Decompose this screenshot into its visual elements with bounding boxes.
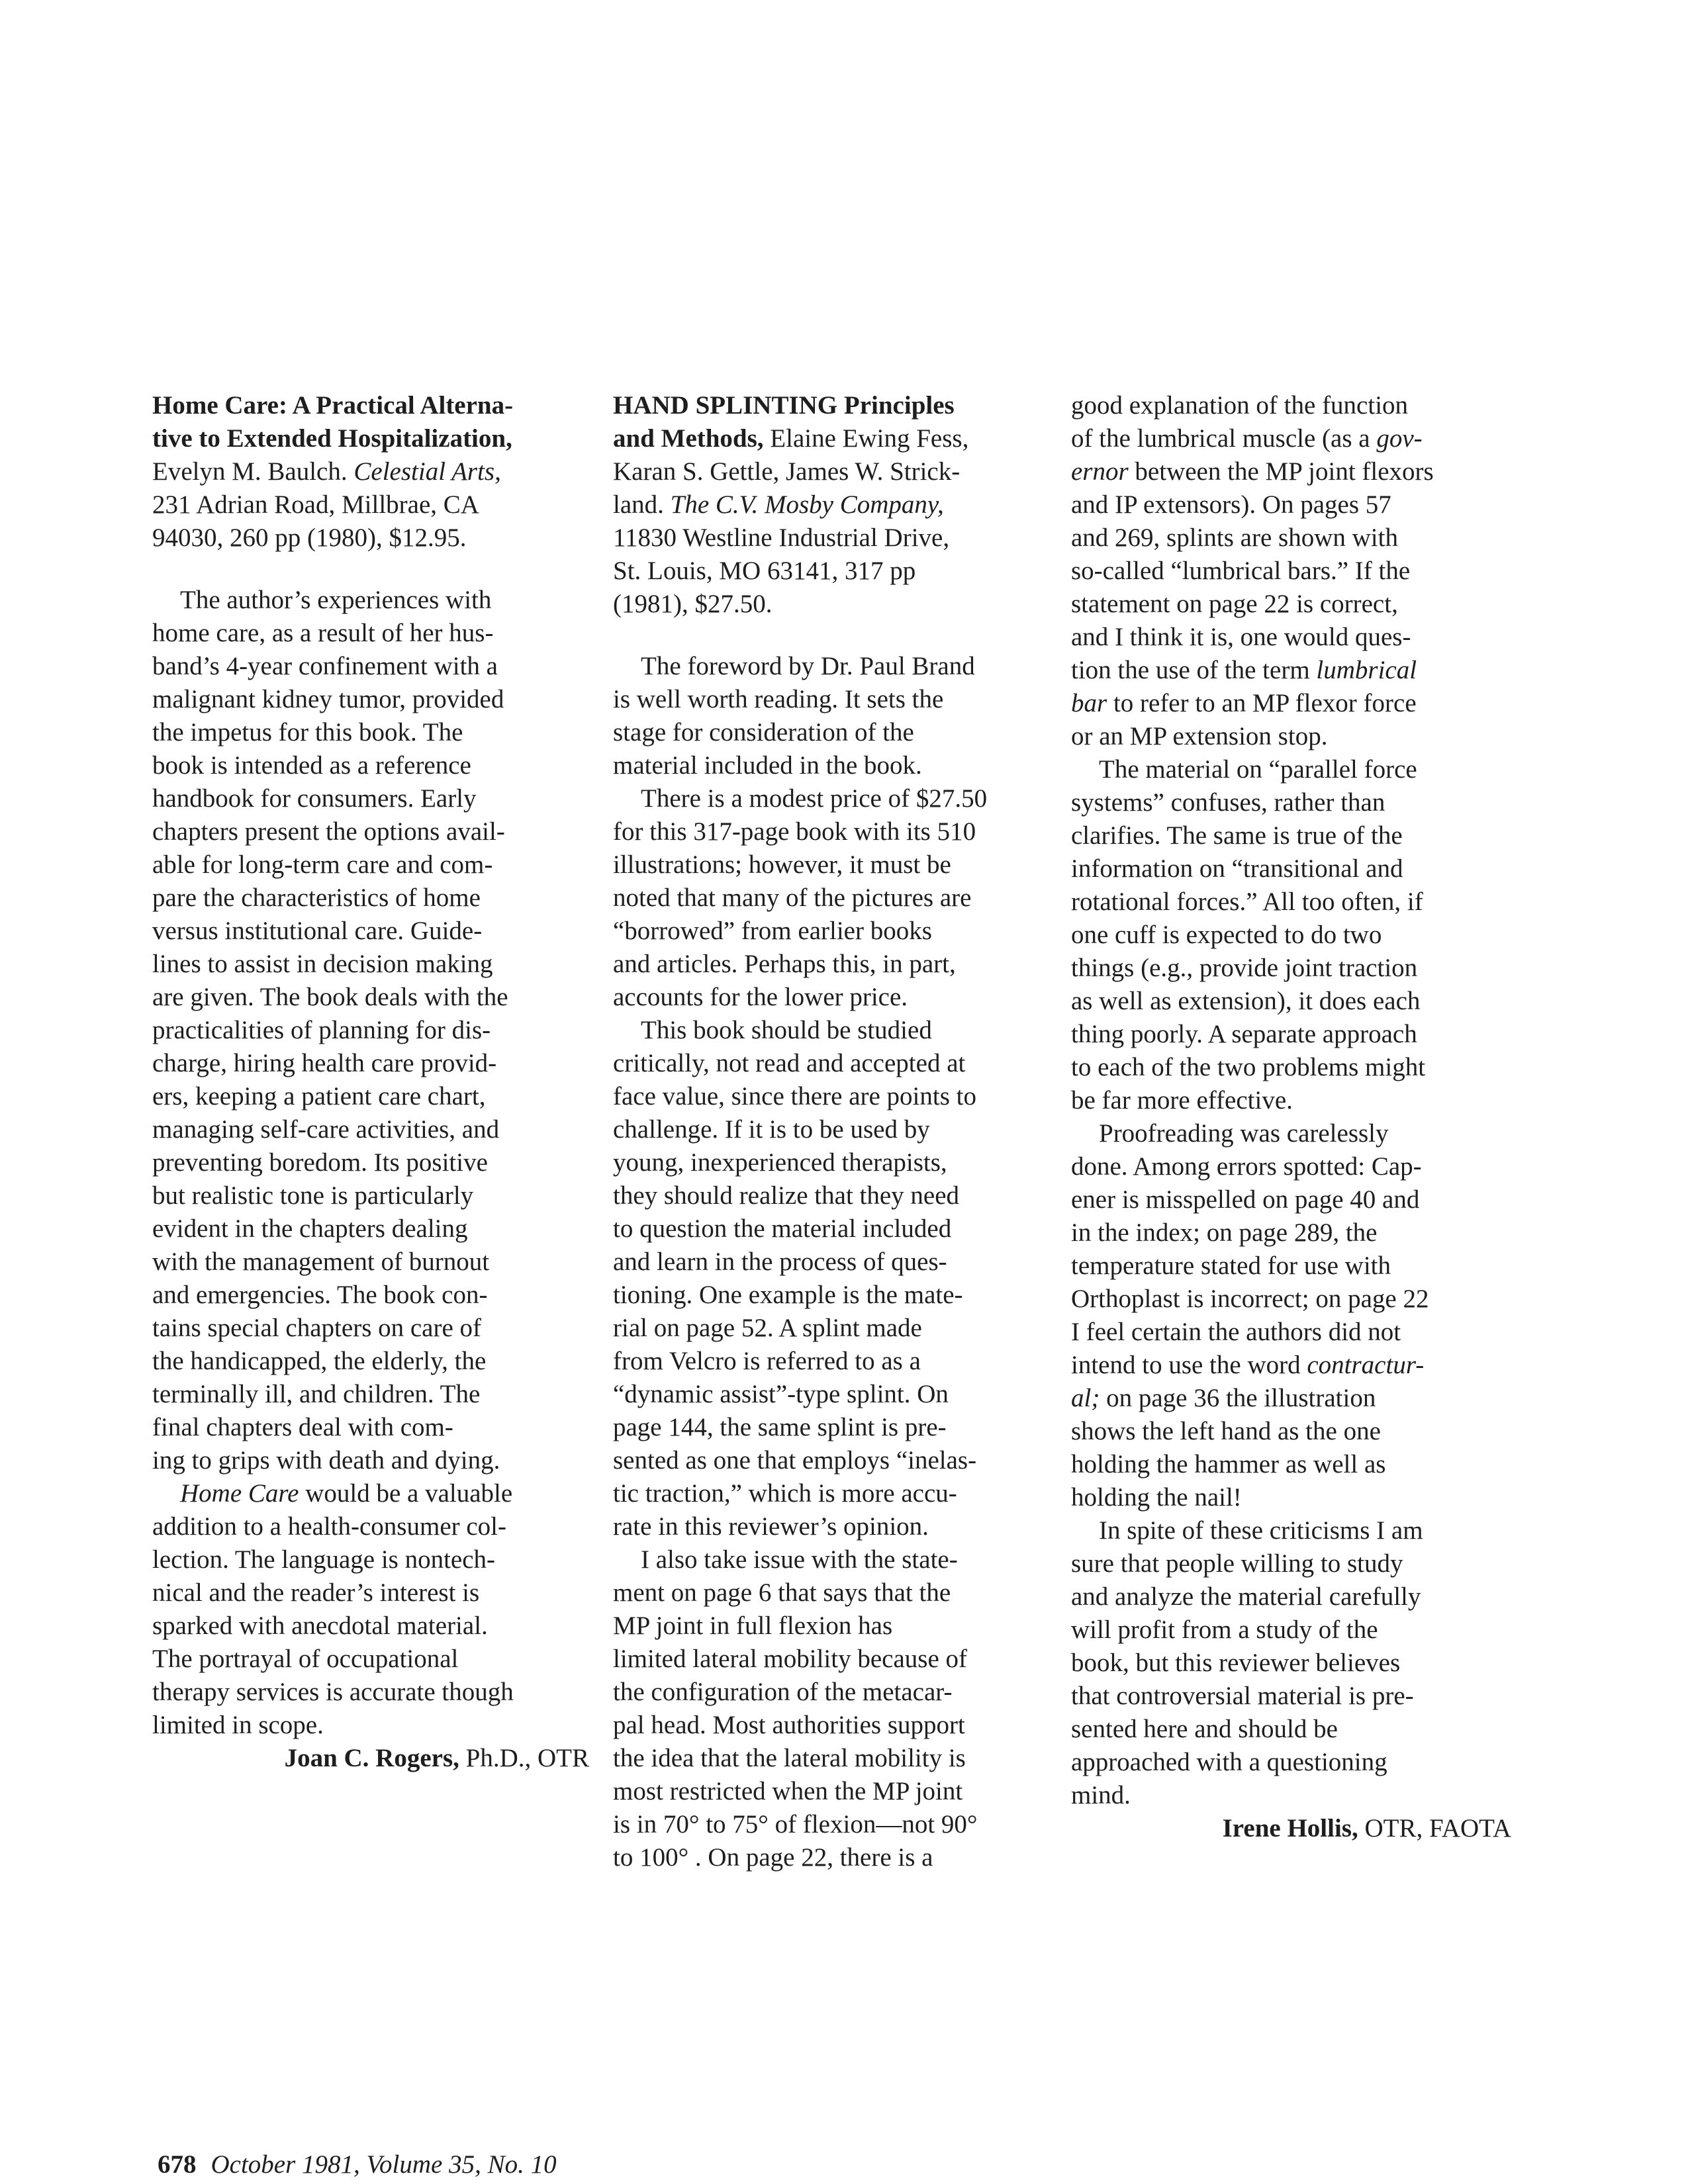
paragraph-line: most restricted when the MP joint	[613, 1777, 963, 1805]
paragraph-line: done. Among errors spotted: Cap-	[1071, 1152, 1422, 1181]
paragraph-line: ment on page 6 that says that the	[613, 1578, 951, 1607]
paragraph-line: practicalities of planning for dis-	[152, 1016, 491, 1044]
inline-text: between the MP joint flexors	[1128, 457, 1434, 486]
paragraph-line: “dynamic assist”-type splint. On	[613, 1380, 949, 1408]
book-publisher: Celestial Arts,	[353, 457, 501, 486]
paragraph-line: sented as one that employs “inelas-	[613, 1446, 977, 1475]
paragraph-line: in the index; on page 289, the	[1071, 1218, 1378, 1247]
book-citation-line: 11830 Westline Industrial Drive,	[613, 523, 950, 552]
inline-emphasis: contractur-	[1307, 1351, 1425, 1379]
paragraph-line: ing to grips with death and dying.	[152, 1446, 500, 1475]
paragraph-line: shows the left hand as the one	[1071, 1417, 1381, 1445]
paragraph-line: In spite of these criticisms I am	[1099, 1516, 1423, 1545]
book-publisher: The C.V. Mosby Company,	[670, 490, 944, 519]
paragraph-line: The author’s experiences with	[180, 586, 492, 614]
book-citation-line: St. Louis, MO 63141, 317 pp	[613, 557, 916, 585]
paragraph-line: terminally ill, and children. The	[152, 1380, 481, 1408]
paragraph-line	[1071, 422, 1521, 455]
paragraph-line: accounts for the lower price.	[613, 983, 908, 1011]
paragraph-line: will profit from a study of the	[1071, 1615, 1378, 1644]
review-column-2	[613, 389, 1063, 1874]
paragraph-line: handbook for consumers. Early	[152, 784, 477, 813]
paragraph-line: approached with a questioning	[1071, 1748, 1387, 1776]
paragraph-line: with the management of burnout	[152, 1248, 490, 1276]
paragraph-line: evident in the chapters dealing	[152, 1214, 468, 1243]
paragraph-line: There is a modest price of $27.50	[641, 784, 988, 813]
book-authors-end: land.	[613, 490, 664, 519]
paragraph-line: be far more effective.	[1071, 1086, 1293, 1115]
paragraph-line: sented here and should be	[1071, 1715, 1338, 1743]
paragraph-line: final chapters deal with com-	[152, 1413, 453, 1441]
paragraph-line: lection. The language is nontech-	[152, 1545, 496, 1574]
inline-title: Home Care	[180, 1479, 299, 1508]
page-footer	[158, 2148, 557, 2181]
paragraph-line: addition to a health-consumer col-	[152, 1512, 506, 1541]
paragraph-line: book, but this reviewer believes	[1071, 1649, 1401, 1677]
paragraph-line: versus institutional care. Guide-	[152, 917, 483, 945]
paragraph-line: sure that people willing to study	[1071, 1549, 1403, 1578]
inline-emphasis: lumbrical	[1316, 656, 1417, 684]
book-citation-line	[152, 455, 602, 488]
reviewer-credentials: OTR, FAOTA	[1358, 1814, 1511, 1843]
paragraph-line: sparked with anecdotal material.	[152, 1612, 488, 1640]
paragraph-line: pal head. Most authorities support	[613, 1711, 965, 1739]
paragraph-line: book is intended as a reference	[152, 751, 471, 780]
paragraph-line: thing poorly. A separate approach	[1071, 1020, 1417, 1048]
paragraph-line: This book should be studied	[641, 1016, 932, 1044]
reviewer-signature	[1071, 1812, 1521, 1845]
paragraph-line: band’s 4-year confinement with a	[152, 652, 498, 680]
paragraph-line: material included in the book.	[613, 751, 922, 780]
book-title-line: Home Care: A Practical Alterna-	[152, 391, 514, 420]
paragraph-line: MP joint in full flexion has	[613, 1612, 893, 1640]
paragraph-line: rotational forces.” All too often, if	[1071, 887, 1423, 916]
paragraph-line: holding the nail!	[1071, 1483, 1242, 1512]
reviewer-name: Irene Hollis,	[1222, 1814, 1358, 1843]
paragraph-line: stage for consideration of the	[613, 718, 914, 747]
paragraph-line: tic traction,” which is more accu-	[613, 1479, 957, 1508]
paragraph-line: limited in scope.	[152, 1711, 324, 1739]
paragraph-line: nical and the reader’s interest is	[152, 1578, 480, 1607]
paragraph-line: young, inexperienced therapists,	[613, 1148, 947, 1177]
paragraph-line: and articles. Perhaps this, in part,	[613, 950, 956, 978]
paragraph-line	[1071, 1349, 1521, 1382]
paragraph-line: therapy services is accurate though	[152, 1678, 514, 1706]
paragraph-line: and 269, splints are shown with	[1071, 523, 1398, 552]
paragraph-line: the handicapped, the elderly, the	[152, 1347, 487, 1375]
paragraph-line: the configuration of the metacar-	[613, 1678, 953, 1706]
book-title-line: HAND SPLINTING Principles	[613, 391, 955, 420]
book-citation-line: 231 Adrian Road, Millbrae, CA	[152, 490, 479, 519]
paragraph-line: the idea that the lateral mobility is	[613, 1744, 966, 1772]
paragraph-line: ener is misspelled on page 40 and	[1071, 1185, 1420, 1214]
paragraph-line: or an MP extension stop.	[1071, 722, 1328, 751]
paragraph-line: noted that many of the pictures are	[613, 884, 972, 912]
paragraph-line	[1071, 1382, 1521, 1415]
paragraph-line: holding the hammer as well as	[1071, 1450, 1386, 1479]
paragraph-line: home care, as a result of her hus-	[152, 619, 494, 647]
book-citation-line: (1981), $27.50.	[613, 590, 773, 618]
inline-text: to refer to an MP flexor force	[1107, 689, 1417, 717]
paragraph-line: to question the material included	[613, 1214, 952, 1243]
paragraph-line: managing self-care activities, and	[152, 1115, 500, 1144]
inline-emphasis: ernor	[1071, 457, 1129, 486]
paragraph-line: The foreword by Dr. Paul Brand	[641, 652, 975, 680]
paragraph-line: tioning. One example is the mate-	[613, 1281, 963, 1309]
paragraph-line: able for long-term care and com-	[152, 850, 493, 879]
inline-emphasis: al;	[1071, 1384, 1100, 1412]
paragraph-line: pare the characteristics of home	[152, 884, 481, 912]
paragraph-line: information on “transitional and	[1071, 854, 1403, 883]
inline-emphasis: bar	[1071, 689, 1107, 717]
paragraph-line: and analyze the material carefully	[1071, 1582, 1421, 1611]
paragraph-line	[1071, 455, 1521, 488]
paragraph-line: tains special chapters on care of	[152, 1314, 482, 1342]
paragraph-line: temperature stated for use with	[1071, 1251, 1391, 1280]
reviewer-signature	[152, 1742, 602, 1775]
paragraph-line	[1071, 687, 1521, 720]
paragraph-line: Proofreading was carelessly	[1099, 1119, 1389, 1148]
paragraph-line: critically, not read and accepted at	[613, 1049, 966, 1077]
paragraph-line: chapters present the options avail-	[152, 817, 505, 846]
paragraph-line: ers, keeping a patient care chart,	[152, 1082, 486, 1111]
paragraph-line: systems” confuses, rather than	[1071, 788, 1385, 817]
paragraph-line	[1071, 654, 1521, 687]
book-title-line	[613, 422, 1063, 455]
reviewer-name: Joan C. Rogers,	[284, 1744, 459, 1772]
paragraph-line: things (e.g., provide joint traction	[1071, 954, 1418, 982]
paragraph-line: lines to assist in decision making	[152, 950, 493, 978]
inline-text: of the lumbrical muscle (as a	[1071, 424, 1370, 453]
inline-text: intend to use the word	[1071, 1351, 1301, 1379]
paragraph-line: the impetus for this book. The	[152, 718, 463, 747]
book-authors: Elaine Ewing Fess,	[763, 424, 969, 453]
paragraph-line: The material on “parallel force	[1099, 755, 1417, 784]
paragraph-line: clarifies. The same is true of the	[1071, 821, 1403, 850]
review-column-1	[152, 389, 602, 1775]
inline-text: tion the use of the term	[1071, 656, 1310, 684]
paragraph-line: to each of the two problems might	[1071, 1053, 1426, 1081]
paragraph-line: rial on page 52. A splint made	[613, 1314, 922, 1342]
reviewer-credentials: Ph.D., OTR	[459, 1744, 589, 1772]
paragraph-line: and IP extensors). On pages 57	[1071, 490, 1391, 519]
paragraph-line: and learn in the process of ques-	[613, 1248, 947, 1276]
paragraph-line: for this 317-page book with its 510	[613, 817, 976, 846]
paragraph-line: I also take issue with the state-	[641, 1545, 958, 1574]
paragraph-line: to 100° . On page 22, there is a	[613, 1843, 933, 1872]
book-author: Evelyn M. Baulch.	[152, 457, 348, 486]
paragraph-line: face value, since there are points to	[613, 1082, 976, 1111]
paragraph-line: Orthoplast is incorrect; on page 22	[1071, 1285, 1429, 1313]
paragraph-line: malignant kidney tumor, provided	[152, 685, 504, 713]
paragraph-line: as well as extension), it does each	[1071, 987, 1421, 1015]
paragraph-line: charge, hiring health care provid-	[152, 1049, 497, 1077]
book-title-line: tive to Extended Hospitalization,	[152, 424, 512, 453]
book-citation-line: 94030, 260 pp (1980), $12.95.	[152, 523, 467, 552]
paragraph-line: statement on page 22 is correct,	[1071, 590, 1398, 618]
paragraph-line: The portrayal of occupational	[152, 1645, 459, 1673]
journal-issue: October 1981, Volume 35, No. 10	[211, 2150, 557, 2179]
book-title-end: and Methods,	[613, 424, 764, 453]
paragraph-line: good explanation of the function	[1071, 391, 1409, 420]
book-citation-line	[613, 488, 1063, 522]
paragraph-line: I feel certain the authors did not	[1071, 1318, 1401, 1346]
paragraph-line: they should realize that they need	[613, 1181, 960, 1210]
paragraph-line: one cuff is expected to do two	[1071, 921, 1382, 949]
paragraph-line: “borrowed” from earlier books	[613, 917, 932, 945]
paragraph-line: are given. The book deals with the	[152, 983, 508, 1011]
paragraph-line: but realistic tone is particularly	[152, 1181, 474, 1210]
paragraph-line: mind.	[1071, 1781, 1131, 1809]
paragraph-line: and I think it is, one would ques-	[1071, 623, 1411, 651]
paragraph-line: illustrations; however, it must be	[613, 850, 951, 879]
paragraph-line: challenge. If it is to be used by	[613, 1115, 930, 1144]
book-citation-line: Karan S. Gettle, James W. Strick-	[613, 457, 961, 486]
paragraph-line: that controversial material is pre-	[1071, 1682, 1414, 1710]
inline-text: would be a valuable	[299, 1479, 513, 1508]
paragraph-line: from Velcro is referred to as a	[613, 1347, 921, 1375]
paragraph-line: and emergencies. The book con-	[152, 1281, 488, 1309]
review-column-3	[1071, 389, 1521, 1845]
paragraph-line: is in 70° to 75° of flexion—not 90°	[613, 1810, 978, 1839]
paragraph-line: preventing boredom. Its positive	[152, 1148, 488, 1177]
inline-text: on page 36 the illustration	[1100, 1384, 1376, 1412]
paragraph-line: is well worth reading. It sets the	[613, 685, 944, 713]
inline-emphasis: gov-	[1376, 424, 1423, 453]
paragraph-line: so-called “lumbrical bars.” If the	[1071, 557, 1411, 585]
page-number: 678	[158, 2150, 197, 2179]
paragraph-line	[152, 1477, 602, 1510]
paragraph-line: limited lateral mobility because of	[613, 1645, 967, 1673]
paragraph-line: rate in this reviewer’s opinion.	[613, 1512, 929, 1541]
paragraph-line: page 144, the same splint is pre-	[613, 1413, 947, 1441]
